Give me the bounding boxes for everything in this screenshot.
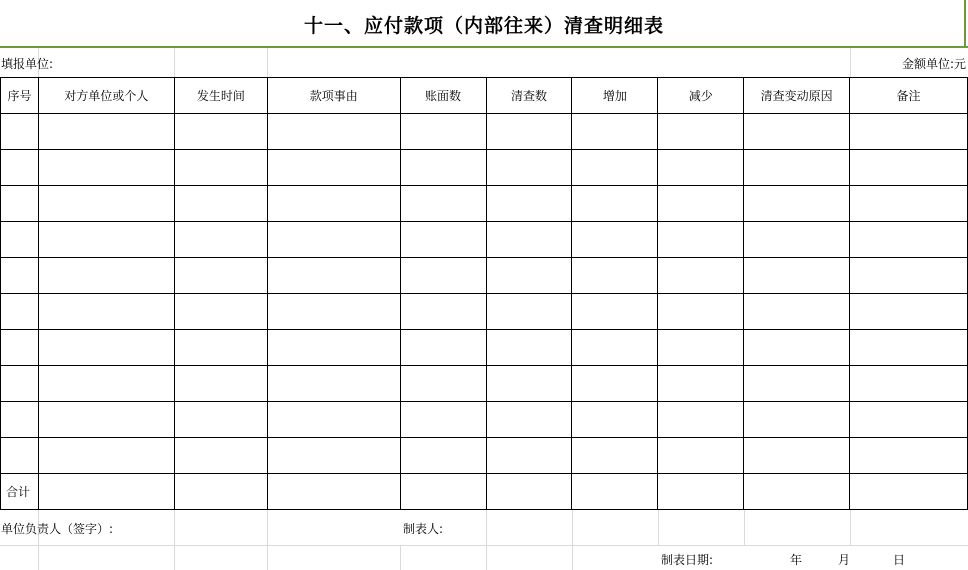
table-cell[interactable] — [267, 438, 400, 474]
header-cell: 对方单位或个人 — [38, 78, 174, 114]
gridline — [850, 48, 851, 77]
table-cell[interactable] — [744, 294, 850, 330]
table-cell[interactable] — [174, 222, 267, 258]
table-cell[interactable] — [486, 294, 572, 330]
table-row — [1, 150, 968, 186]
title-border — [964, 0, 966, 46]
table-cell[interactable] — [1, 438, 39, 474]
table-cell[interactable] — [486, 222, 572, 258]
gridline — [38, 509, 39, 570]
table-cell[interactable] — [1, 186, 39, 222]
table-cell[interactable] — [400, 330, 486, 366]
table-cell[interactable] — [572, 330, 658, 366]
total-row — [1, 474, 968, 510]
table-cell[interactable] — [174, 114, 267, 150]
table-cell[interactable] — [1, 402, 39, 438]
gridline — [744, 509, 745, 545]
gridline — [850, 509, 851, 545]
table-cell[interactable] — [38, 186, 174, 222]
table-cell[interactable] — [267, 366, 400, 402]
table-cell[interactable] — [267, 114, 400, 150]
table-cell[interactable] — [658, 150, 744, 186]
table-cell[interactable] — [744, 330, 850, 366]
table-cell[interactable] — [38, 474, 174, 510]
gridline — [572, 509, 573, 570]
table-cell[interactable] — [658, 438, 744, 474]
table-cell[interactable] — [744, 222, 850, 258]
table-cell[interactable] — [267, 258, 400, 294]
table-cell[interactable] — [572, 438, 658, 474]
table-cell[interactable] — [267, 474, 400, 510]
header-cell: 清查数 — [486, 78, 572, 114]
table-cell[interactable] — [744, 150, 850, 186]
table-cell[interactable] — [486, 258, 572, 294]
table-cell[interactable] — [850, 258, 968, 294]
table-cell[interactable] — [850, 294, 968, 330]
table-cell[interactable] — [400, 294, 486, 330]
table-cell[interactable] — [572, 222, 658, 258]
detail-table — [0, 77, 968, 510]
gridline — [658, 509, 659, 545]
gridline — [174, 48, 175, 77]
table-cell[interactable] — [744, 438, 850, 474]
table-cell[interactable] — [572, 114, 658, 150]
table-cell[interactable] — [572, 186, 658, 222]
table-cell[interactable] — [267, 222, 400, 258]
table-cell[interactable] — [572, 402, 658, 438]
table-cell[interactable] — [174, 438, 267, 474]
table-cell[interactable] — [658, 114, 744, 150]
table-cell[interactable] — [486, 366, 572, 402]
table-row — [1, 366, 968, 402]
table-cell[interactable] — [1, 222, 39, 258]
table-cell[interactable] — [174, 150, 267, 186]
table-cell[interactable] — [38, 258, 174, 294]
table-cell[interactable] — [744, 402, 850, 438]
table-cell[interactable] — [658, 186, 744, 222]
table-cell[interactable] — [744, 258, 850, 294]
table-cell[interactable] — [486, 330, 572, 366]
table-cell[interactable] — [572, 258, 658, 294]
header-cell: 备注 — [850, 78, 968, 114]
table-cell[interactable] — [38, 330, 174, 366]
table-cell[interactable] — [174, 258, 267, 294]
table-cell[interactable] — [658, 402, 744, 438]
month-label: 月 — [838, 553, 851, 567]
header-cell: 清查变动原因 — [744, 78, 850, 114]
responsible-signature-label: 单位负责人（签字）: — [1, 522, 114, 536]
year-label: 年 — [790, 553, 803, 567]
table-cell[interactable] — [267, 402, 400, 438]
table-cell[interactable] — [267, 186, 400, 222]
table-row — [1, 222, 968, 258]
table-cell[interactable] — [850, 114, 968, 150]
table-cell[interactable] — [1, 366, 39, 402]
table-cell[interactable] — [486, 474, 572, 510]
table-cell[interactable] — [400, 186, 486, 222]
table-cell[interactable] — [174, 294, 267, 330]
table-cell[interactable] — [1, 330, 39, 366]
table-cell[interactable] — [174, 186, 267, 222]
table-cell[interactable] — [400, 438, 486, 474]
table-row — [1, 114, 968, 150]
table-row — [1, 402, 968, 438]
table-cell[interactable] — [38, 150, 174, 186]
table-cell[interactable] — [1, 150, 39, 186]
table-cell[interactable] — [400, 150, 486, 186]
table-cell[interactable] — [486, 402, 572, 438]
table-row — [1, 438, 968, 474]
table-cell[interactable] — [744, 366, 850, 402]
page-title: 十一、应付款项（内部往来）清查明细表 — [303, 14, 664, 37]
table-cell[interactable] — [1, 114, 39, 150]
table-cell[interactable] — [486, 186, 572, 222]
table-cell[interactable] — [400, 258, 486, 294]
table-cell[interactable] — [658, 366, 744, 402]
table-cell[interactable] — [38, 438, 174, 474]
table-cell[interactable] — [400, 366, 486, 402]
table-cell[interactable] — [850, 222, 968, 258]
gridline — [174, 509, 175, 570]
header-cell: 增加 — [572, 78, 658, 114]
table-cell[interactable] — [174, 366, 267, 402]
amount-unit-label: 金额单位:元 — [901, 57, 966, 71]
gridline — [400, 545, 401, 570]
table-cell[interactable] — [174, 474, 267, 510]
table-cell[interactable] — [572, 366, 658, 402]
table-cell[interactable] — [850, 474, 968, 510]
table-cell[interactable] — [658, 294, 744, 330]
title-bar — [0, 0, 968, 48]
table-cell[interactable] — [486, 438, 572, 474]
table-cell[interactable] — [267, 294, 400, 330]
table-cell[interactable] — [744, 186, 850, 222]
table-cell[interactable] — [400, 222, 486, 258]
header-cell: 减少 — [658, 78, 744, 114]
table-cell[interactable] — [850, 330, 968, 366]
table-cell[interactable] — [744, 114, 850, 150]
table-cell[interactable] — [174, 330, 267, 366]
table-header-row — [1, 78, 968, 114]
table-cell[interactable] — [850, 438, 968, 474]
header-cell: 序号 — [1, 78, 39, 114]
table-cell[interactable] — [850, 150, 968, 186]
gridline — [486, 509, 487, 570]
table-cell[interactable] — [744, 474, 850, 510]
total-label: 合计 — [1, 474, 39, 510]
table-cell[interactable] — [486, 114, 572, 150]
table-cell[interactable] — [174, 402, 267, 438]
header-cell: 发生时间 — [174, 78, 267, 114]
table-row — [1, 330, 968, 366]
table-cell[interactable] — [38, 366, 174, 402]
table-cell[interactable] — [850, 366, 968, 402]
table-cell[interactable] — [38, 294, 174, 330]
gridline — [267, 48, 268, 77]
table-cell[interactable] — [658, 474, 744, 510]
table-cell[interactable] — [486, 150, 572, 186]
table-cell[interactable] — [400, 114, 486, 150]
table-cell[interactable] — [658, 330, 744, 366]
table-cell[interactable] — [1, 258, 39, 294]
table-cell[interactable] — [400, 474, 486, 510]
table-cell[interactable] — [38, 402, 174, 438]
table-row — [1, 186, 968, 222]
header-cell: 款项事由 — [267, 78, 400, 114]
gridline — [267, 509, 268, 570]
table-cell[interactable] — [572, 150, 658, 186]
table-cell[interactable] — [267, 150, 400, 186]
gridline — [0, 545, 968, 546]
table-cell[interactable] — [850, 402, 968, 438]
table-cell[interactable] — [658, 222, 744, 258]
table-cell[interactable] — [38, 222, 174, 258]
table-cell[interactable] — [658, 258, 744, 294]
table-cell[interactable] — [400, 402, 486, 438]
table-cell[interactable] — [572, 294, 658, 330]
header-cell: 账面数 — [400, 78, 486, 114]
fill-unit-label: 填报单位: — [1, 57, 54, 71]
table-row — [1, 294, 968, 330]
table-cell[interactable] — [1, 294, 39, 330]
date-label: 制表日期: — [661, 553, 714, 567]
table-cell[interactable] — [38, 114, 174, 150]
table-row — [1, 258, 968, 294]
table-cell[interactable] — [267, 330, 400, 366]
preparer-label: 制表人: — [403, 522, 444, 536]
day-label: 日 — [893, 553, 906, 567]
table-cell[interactable] — [850, 186, 968, 222]
table-cell[interactable] — [572, 474, 658, 510]
